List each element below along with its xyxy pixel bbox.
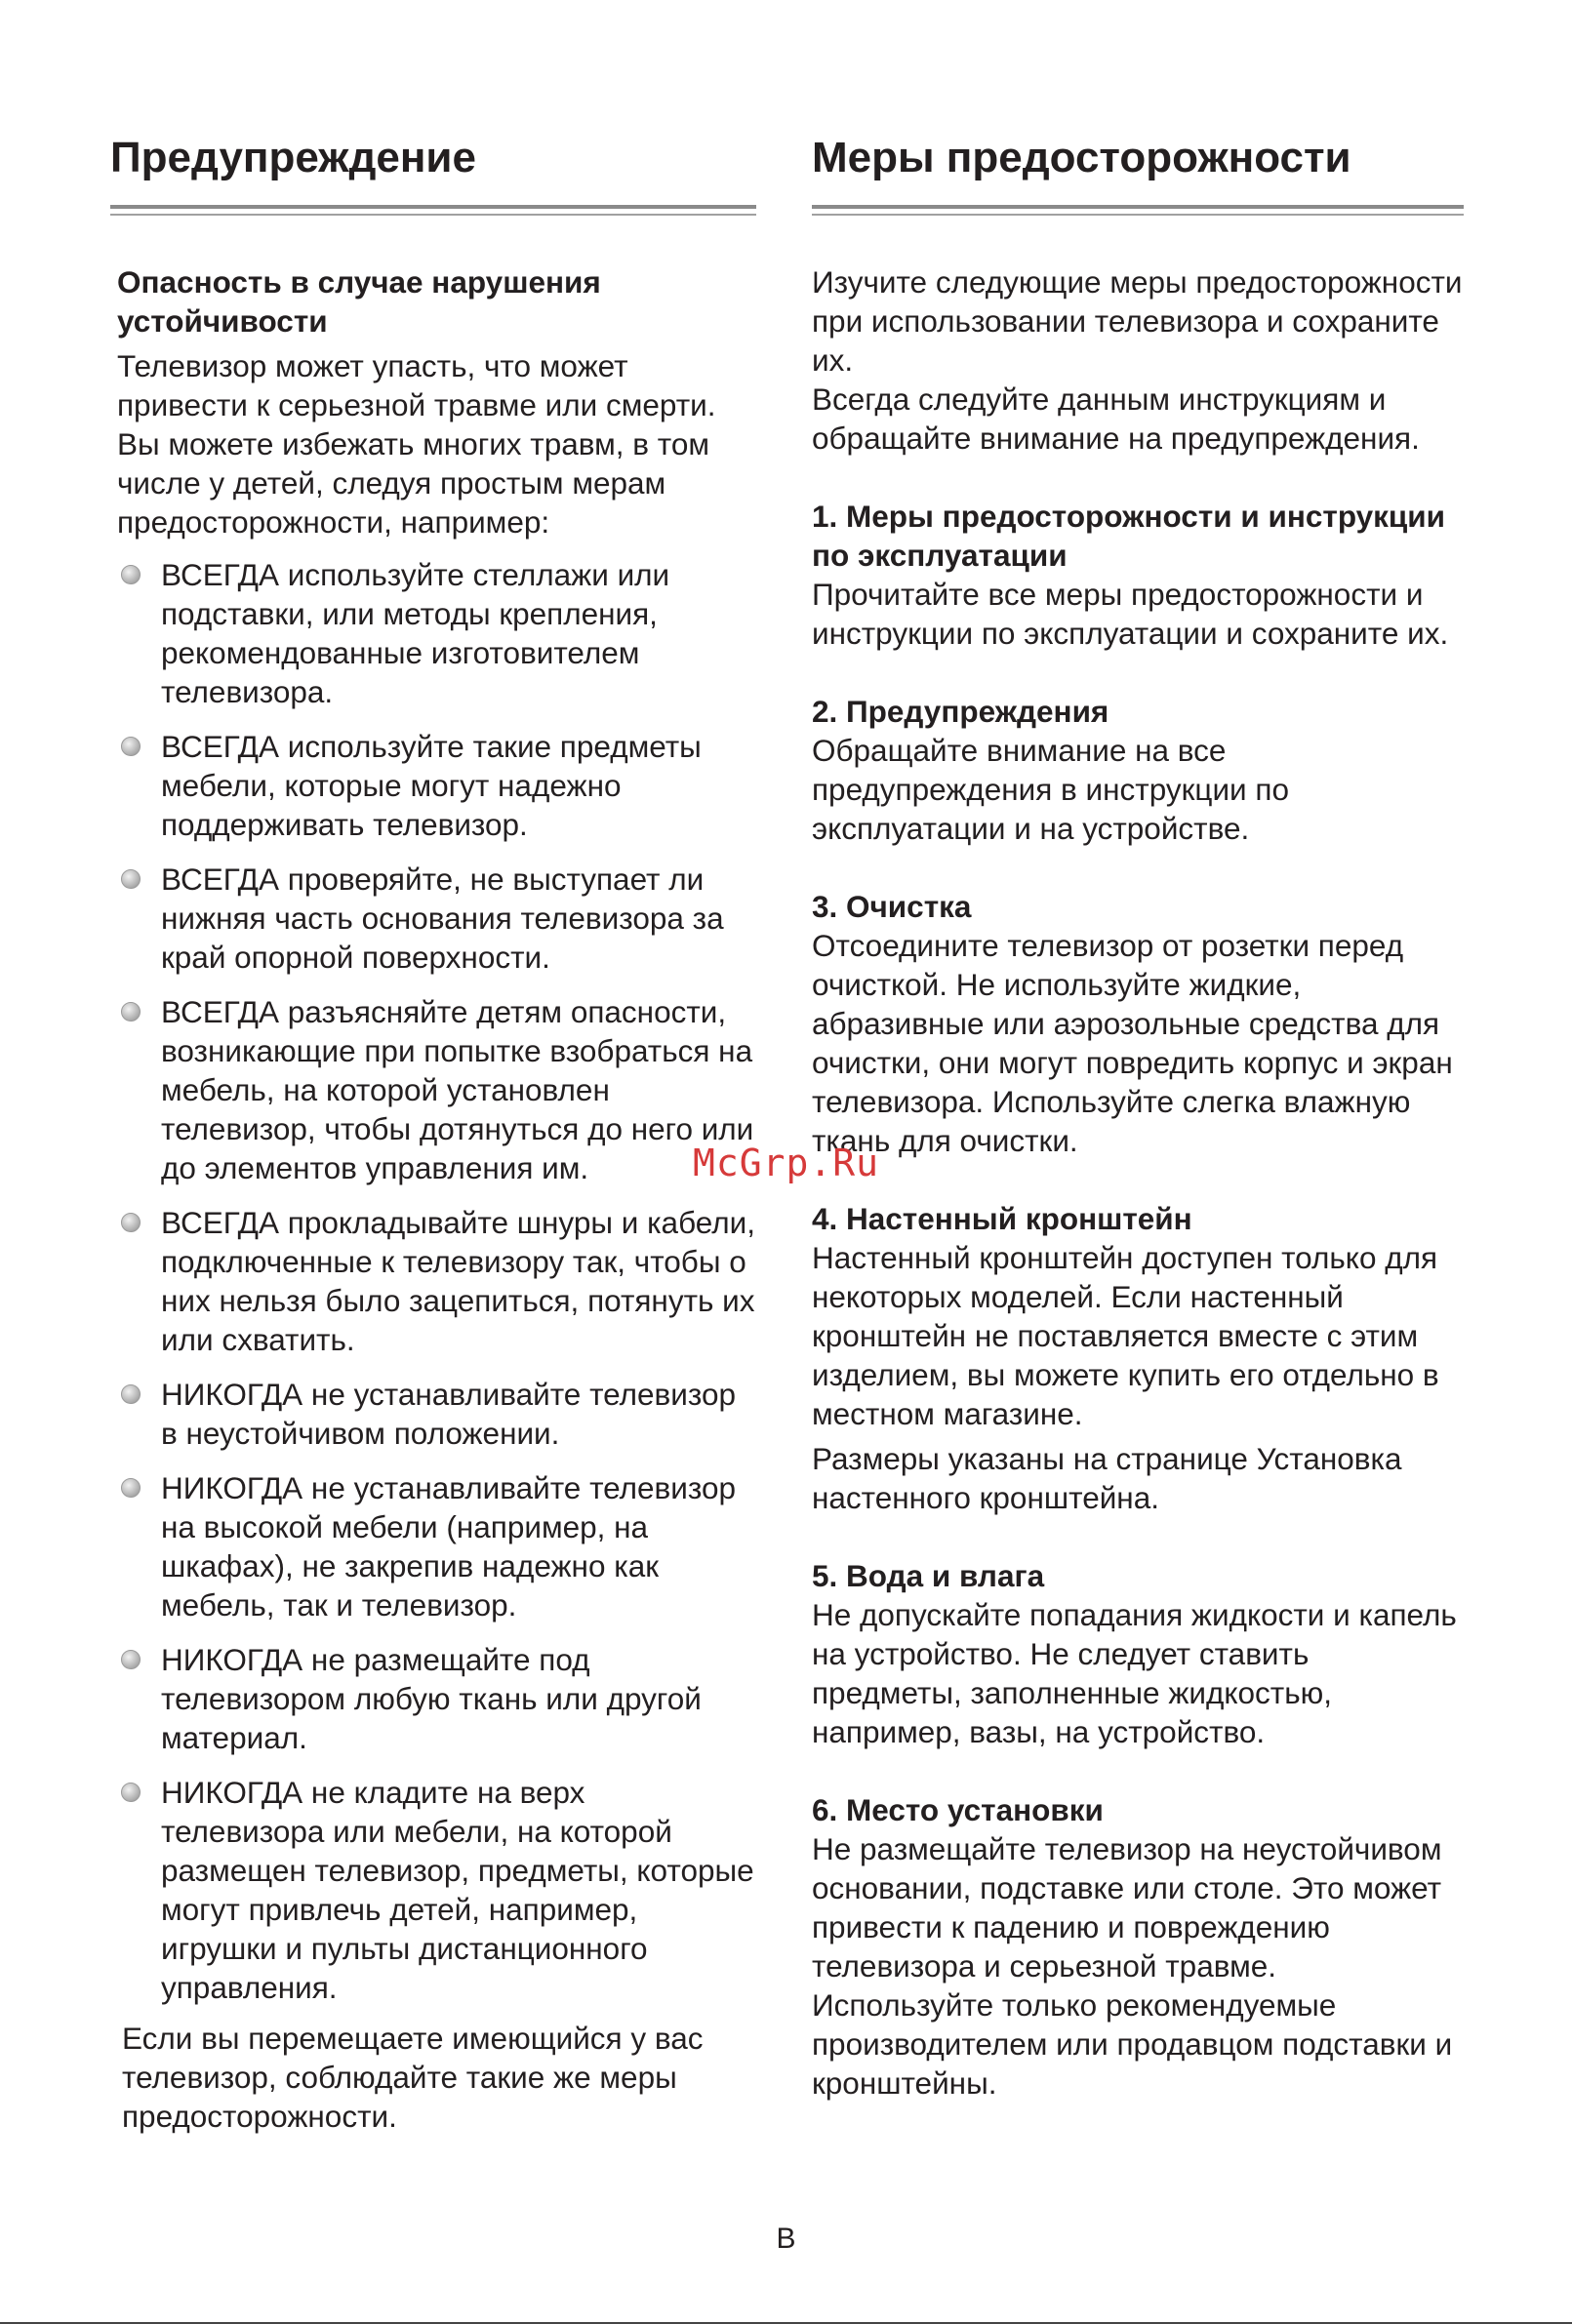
section-heading: 1. Меры предосторожности и инструкции по эксплуатации <box>812 499 1446 573</box>
section-heading: 6. Место установки <box>812 1792 1104 1827</box>
section-heading: 5. Вода и влага <box>812 1558 1045 1593</box>
list-item <box>117 1375 756 1453</box>
section-text: Обращайте внимание на все предупреждения в инструкции по эксплуатации и на устройстве. <box>812 733 1289 846</box>
section-heading: 2. Предупреждения <box>812 694 1109 729</box>
page-number: В <box>776 2223 796 2255</box>
bullet-text: НИКОГДА не устанавливайте телевизор на высокой мебели (например, на шкафах), не закрепив надежно как мебель, так и телевизор. <box>161 1470 736 1623</box>
title-rule-thick <box>812 205 1464 209</box>
watermark: McGrp.Ru <box>693 1142 880 1184</box>
section-text: Настенный кронштейн доступен только для некоторых моделей. Если настенный кронштейн не поставляется вместе с этим изделием, вы можете купить его отдельно в местном магазине. <box>812 1240 1439 1431</box>
section-extra-text: Размеры указаны на странице Установка настенного кронштейна. <box>812 1441 1402 1515</box>
section-6 <box>812 1790 1464 2103</box>
bullet-icon <box>121 1213 141 1232</box>
bullet-icon <box>121 1002 141 1022</box>
list-item <box>117 727 756 844</box>
bullet-text: ВСЕГДА проверяйте, не выступает ли нижняя часть основания телевизора за край опорной поверхности. <box>161 861 724 975</box>
bullet-text: НИКОГДА не размещайте под телевизором любую ткань или другой материал. <box>161 1642 702 1755</box>
precautions-title: Меры предосторожности <box>812 134 1351 181</box>
left-column <box>110 135 756 2136</box>
bullet-icon <box>121 1783 141 1802</box>
warning-title: Предупреждение <box>110 134 476 181</box>
relocation-note: Если вы перемещаете имеющийся у вас телевизор, соблюдайте такие же меры предосторожности. <box>122 2021 704 2134</box>
bullet-text: ВСЕГДА используйте стеллажи или подставки, или методы крепления, рекомендованные изготовителем телевизора. <box>161 557 670 709</box>
precautions-intro: Изучите следующие меры предосторожности при использовании телевизора и сохраните их. <box>812 264 1463 378</box>
title-rule-thick <box>110 205 756 209</box>
bullet-text: НИКОГДА не устанавливайте телевизор в неустойчивом положении. <box>161 1377 736 1451</box>
section-2 <box>812 692 1464 848</box>
section-4 <box>812 1199 1464 1517</box>
section-heading: 4. Настенный кронштейн <box>812 1201 1192 1236</box>
section-text: Отсоедините телевизор от розетки перед очисткой. Не используйте жидкие, абразивные или аэрозольные средства для очистки, они могут повредить корпус и экран телевизора. Используйте слегка влажную ткань для очистки. <box>812 928 1453 1158</box>
bullet-icon <box>121 565 141 584</box>
list-item <box>117 555 756 711</box>
list-item <box>117 1468 756 1624</box>
precautions-intro-2: Всегда следуйте данным инструкциям и обращайте внимание на предупреждения. <box>812 381 1420 456</box>
section-text: Не допускайте попадания жидкости и капель на устройство. Не следует ставить предметы, заполненные жидкостью, например, вазы, на устройство. <box>812 1597 1457 1749</box>
title-rule-thin <box>812 214 1464 216</box>
list-item <box>117 1773 756 2007</box>
section-text: Прочитайте все меры предосторожности и инструкции по эксплуатации и сохраните их. <box>812 577 1449 651</box>
safety-bullet-list <box>117 555 756 2007</box>
section-3 <box>812 887 1464 1160</box>
right-column <box>812 135 1464 2103</box>
bullet-text: НИКОГДА не кладите на верх телевизора или мебели, на которой размещен телевизор, предметы, которые могут привлечь детей, например, игрушки и пульты дистанционного управления. <box>161 1775 754 2005</box>
bullet-icon <box>121 1650 141 1669</box>
bullet-icon <box>121 869 141 889</box>
section-1 <box>812 497 1464 653</box>
precautions-body <box>812 262 1464 2103</box>
bullet-text: ВСЕГДА разъясняйте детям опасности, возникающие при попытке взобраться на мебель, на которой установлен телевизор, чтобы дотянуться до него или до элементов управления им. <box>161 994 754 1185</box>
bullet-text: ВСЕГДА прокладывайте шнуры и кабели, подключенные к телевизору так, чтобы о них нельзя было зацепиться, потянуть их или схватить. <box>161 1205 755 1357</box>
stability-subtitle: Опасность в случае нарушения устойчивости <box>117 264 601 339</box>
title-rule-thin <box>110 214 756 216</box>
list-item <box>117 1640 756 1757</box>
stability-intro: Телевизор может упасть, что может привести к серьезной травме или смерти. Вы можете избежать многих травм, в том числе у детей, следуя простым мерам предосторожности, например: <box>117 348 716 540</box>
bullet-icon <box>121 1384 141 1404</box>
section-5 <box>812 1556 1464 1751</box>
bullet-icon <box>121 737 141 756</box>
list-item <box>117 860 756 977</box>
section-heading: 3. Очистка <box>812 889 972 924</box>
list-item <box>117 992 756 1187</box>
list-item <box>117 1203 756 1359</box>
section-text: Не размещайте телевизор на неустойчивом основании, подставке или столе. Это может привести к падению и повреждению телевизора и серьезной травме. Используйте только рекомендуемые производителем или продавцом подставки и кронштейны. <box>812 1831 1453 2101</box>
bullet-text: ВСЕГДА используйте такие предметы мебели, которые могут надежно поддерживать телевизор. <box>161 729 702 842</box>
warning-body <box>110 262 756 2136</box>
bullet-icon <box>121 1478 141 1498</box>
